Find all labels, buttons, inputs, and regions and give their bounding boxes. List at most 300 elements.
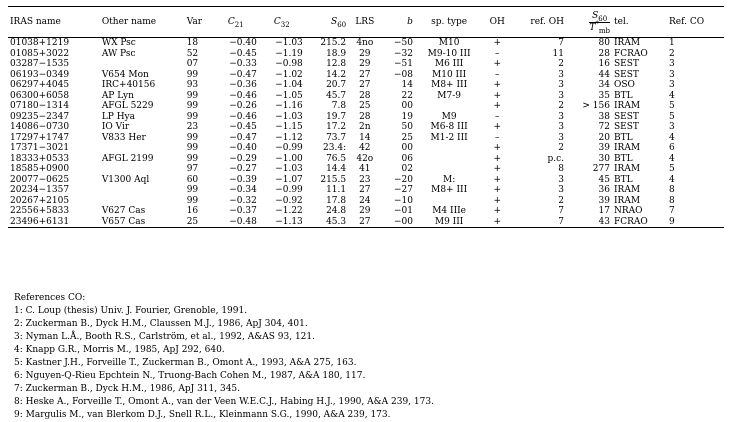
cell-tel: IRAM (613, 101, 641, 112)
cell-c21: −0.33 (229, 59, 257, 70)
cell-c32: −1.12 (275, 132, 303, 143)
cell-oh: + (493, 59, 502, 70)
cell-iras-name: 18585+0900 (10, 164, 70, 175)
cell-s60-over-tmb: 20 (598, 132, 610, 143)
cell-lrs: 2n (359, 122, 371, 133)
cell-ref-oh: 2 (558, 195, 564, 206)
cell-var: 99 (186, 153, 199, 164)
table-row (8, 80, 724, 91)
cell-other-name: AFGL 5229 (101, 101, 154, 112)
cell-var: 99 (186, 90, 199, 101)
cell-oh: + (483, 217, 511, 228)
cell-iras-name: 01085+3022 (10, 48, 70, 59)
cell-lrs: 27 (359, 80, 371, 91)
cell-ref-co: 7 (669, 206, 675, 217)
cell-b: −20 (393, 174, 413, 185)
cell-sp-type: M8+ III (431, 185, 468, 196)
table-row (8, 38, 724, 49)
references-list (14, 305, 434, 422)
cell-s60-over-tmb: 277 (592, 164, 610, 175)
cell-other-name: LP Hya (101, 111, 136, 122)
references-title: References CO: (14, 293, 86, 303)
cell-sp-type: M4 IIIe (432, 206, 467, 217)
cell-s60-over-tmb: 17 (598, 206, 610, 217)
cell-tel: FCRAO (612, 217, 667, 228)
table-row (8, 91, 724, 102)
cell-oh: + (493, 143, 502, 154)
cell-iras-name: 17297+1747 (10, 132, 70, 143)
cell-c21: −0.29 (229, 153, 257, 164)
cell-iras-name: 06297+4045 (10, 80, 70, 91)
cell-iras-name: 20234−1357 (10, 185, 70, 196)
cell-ref-oh: 2 (558, 101, 564, 112)
table-row (8, 49, 724, 60)
cell-iras-name: 07180−1314 (10, 101, 70, 112)
cell-sp-type (415, 101, 483, 112)
reference-item: 6: Nguyen-Q-Rieu Epchtein N., Truong-Bach Cohen M., 1987, A&A 180, 117. (14, 371, 366, 381)
cell-s60-over-tmb: 16 (598, 59, 610, 70)
cell-var: 52 (186, 48, 199, 59)
cell-other-name: IO Vir (101, 122, 130, 133)
table-row (8, 59, 724, 70)
reference-item: 9: Margulis M., van Blerkom D.J., Snell R.L., Kleinmann S.G., 1990, A&A 239, 173. (14, 410, 391, 420)
cell-other-name: AW Psc (101, 48, 136, 59)
cell-sp-type (415, 164, 483, 175)
cell-lrs: 24 (359, 195, 371, 206)
iras-co-table (8, 6, 724, 228)
col-s60-over-tmb (566, 7, 612, 38)
cell-c32: −1.16 (275, 101, 303, 112)
cell-s60-over-tmb: > 156 (582, 101, 610, 112)
cell-s60: 215.2 (320, 38, 347, 49)
cell-ref-co: 3 (669, 59, 675, 70)
cell-other-name: WX Psc (101, 38, 136, 49)
cell-lrs: 14 (359, 132, 371, 143)
col-sp-type: sp. type (415, 7, 483, 38)
cell-oh: – (495, 48, 500, 59)
col-oh: OH (483, 7, 511, 38)
cell-s60: 17.2 (326, 122, 347, 133)
table-row (8, 112, 724, 123)
ratio-fraction: $\frac{S_{60}}{T^*_{mb}}$ (589, 10, 610, 35)
cell-c32: −1.19 (275, 48, 303, 59)
cell-iras-name: 06193−0349 (10, 69, 70, 80)
cell-c21: −0.36 (229, 80, 257, 91)
cell-s60-over-tmb: 38 (598, 111, 610, 122)
table-row (8, 143, 724, 154)
reference-item: 5: Kastner J.H., Forveille T., Zuckerman B., Omont A., 1993, A&A 275, 163. (14, 358, 357, 368)
cell-iras-name: 23496+6131 (8, 217, 100, 228)
cell-sp-type (415, 143, 483, 154)
cell-c21: −0.46 (229, 90, 257, 101)
cell-lrs: 27 (359, 69, 371, 80)
cell-var: 99 (186, 69, 199, 80)
cell-c21: −0.48 (213, 217, 259, 228)
cell-c32: −1.13 (259, 217, 305, 228)
cell-oh: + (493, 174, 502, 185)
cell-tel: BTL (613, 90, 633, 101)
cell-tel: SEST (613, 122, 639, 133)
cell-oh: – (495, 111, 500, 122)
cell-other-name: AFGL 2199 (101, 153, 154, 164)
cell-b: −00 (381, 217, 414, 228)
col-var: Var (185, 7, 213, 38)
cell-s60-over-tmb: 44 (598, 69, 610, 80)
cell-var: 99 (186, 132, 199, 143)
cell-c21: −0.40 (229, 143, 257, 154)
cell-var: 18 (186, 38, 199, 49)
col-ref-co: Ref. CO (667, 7, 724, 38)
cell-sp-type: M: (442, 174, 456, 185)
cell-s60: 11.1 (326, 185, 347, 196)
cell-sp-type: M7-9 (437, 90, 461, 101)
cell-s60: 19.7 (326, 111, 347, 122)
cell-b: −08 (393, 69, 413, 80)
cell-s60-over-tmb: 43 (566, 217, 612, 228)
cell-oh: + (493, 164, 502, 175)
table-row (8, 122, 724, 133)
cell-b: 06 (401, 153, 413, 164)
cell-c21: −0.26 (229, 101, 257, 112)
cell-b: 02 (401, 164, 413, 175)
table-row (8, 185, 724, 196)
cell-iras-name: 20077−0625 (10, 174, 70, 185)
cell-lrs: 29 (359, 48, 371, 59)
references-section (14, 292, 434, 422)
col-other-name: Other name (100, 7, 185, 38)
cell-iras-name: 18333+0533 (10, 153, 70, 164)
cell-ref-co: 8 (669, 195, 675, 206)
cell-s60: 17.8 (326, 195, 347, 206)
cell-c21: −0.47 (229, 69, 257, 80)
cell-lrs: 28 (359, 90, 371, 101)
cell-ref-co: 4 (669, 174, 675, 185)
cell-var: 99 (186, 195, 199, 206)
cell-lrs: 25 (359, 101, 371, 112)
col-lrs: LRS (348, 7, 381, 38)
cell-b: −51 (393, 59, 413, 70)
cell-tel: IRAM (613, 185, 641, 196)
cell-sp-type: M6-8 III (430, 122, 468, 133)
cell-c32: −1.22 (275, 206, 303, 217)
cell-c32: −1.03 (275, 111, 303, 122)
cell-ref-oh: 3 (558, 90, 564, 101)
cell-lrs: 29 (359, 59, 371, 70)
reference-item: 3: Nyman L.Å., Booth R.S., Carlström, et al., 1992, A&AS 93, 121. (14, 332, 315, 342)
cell-sp-type: M9 III (415, 217, 483, 228)
cell-sp-type: M9 (441, 111, 457, 122)
col-ref-oh: ref. OH (511, 7, 566, 38)
cell-tel: SEST (613, 111, 639, 122)
cell-tel: OSO (613, 80, 635, 91)
cell-ref-oh: 2 (558, 143, 564, 154)
cell-var: 99 (186, 101, 199, 112)
cell-s60: 7.8 (331, 101, 347, 112)
cell-s60: 45.7 (326, 90, 347, 101)
col-c32: $C_{32}$ (259, 7, 305, 38)
cell-iras-name: 14086−0730 (10, 122, 70, 133)
cell-ref-oh: 3 (558, 111, 564, 122)
cell-oh: – (495, 69, 500, 80)
cell-s60-over-tmb: 36 (598, 185, 610, 196)
cell-ref-oh: 3 (558, 80, 564, 91)
cell-ref-co: 5 (669, 111, 675, 122)
cell-other-name (100, 185, 185, 196)
cell-c32: −0.99 (275, 185, 303, 196)
cell-var: 99 (186, 143, 199, 154)
cell-iras-name: 09235−2347 (10, 111, 70, 122)
col-iras-name: IRAS name (8, 7, 100, 38)
cell-c32: −1.04 (275, 80, 303, 91)
cell-ref-oh: 11 (552, 48, 564, 59)
cell-oh: + (493, 122, 502, 133)
cell-var: 07 (186, 59, 199, 70)
cell-other-name: V627 Cas (101, 206, 146, 217)
cell-var: 99 (186, 185, 199, 196)
cell-oh: – (495, 132, 500, 143)
cell-tel: IRAM (613, 164, 641, 175)
cell-other-name: AP Lyn (101, 90, 134, 101)
cell-iras-name: 01038+1219 (10, 38, 70, 49)
cell-b: 19 (401, 111, 413, 122)
cell-s60-over-tmb: 80 (598, 38, 610, 49)
cell-iras-name: 03287−1535 (10, 59, 70, 70)
reference-item: 1: C. Loup (thesis) Univ. J. Fourier, Grenoble, 1991. (14, 306, 248, 316)
cell-b: −32 (393, 48, 413, 59)
cell-s60-over-tmb: 35 (598, 90, 610, 101)
cell-c21: −0.40 (229, 38, 257, 49)
cell-ref-co: 4 (669, 153, 675, 164)
cell-tel: IRAM (613, 195, 641, 206)
cell-c32: −1.07 (275, 174, 303, 185)
col-tel: tel. (612, 7, 667, 38)
cell-ref-oh: 3 (558, 69, 564, 80)
cell-ref-co: 2 (669, 48, 675, 59)
cell-s60: 23.4: (323, 143, 347, 154)
cell-oh: + (493, 101, 502, 112)
cell-s60-over-tmb: 39 (598, 195, 610, 206)
cell-s60-over-tmb: 45 (598, 174, 610, 185)
cell-ref-oh: p.c. (547, 153, 564, 164)
cell-s60: 14.4 (326, 164, 347, 175)
cell-ref-co: 3 (669, 122, 675, 133)
cell-c32: −1.03 (275, 164, 303, 175)
cell-c21: −0.32 (229, 195, 257, 206)
cell-other-name (100, 59, 185, 70)
cell-iras-name: 17371−3021 (10, 143, 70, 154)
cell-oh: + (493, 195, 502, 206)
cell-ref-co: 5 (669, 164, 675, 175)
table-row (8, 70, 724, 81)
cell-c32: −1.03 (275, 38, 303, 49)
table-row (8, 175, 724, 186)
cell-ref-oh: 7 (558, 206, 564, 217)
cell-lrs: 27 (348, 217, 381, 228)
reference-item: 4: Knapp G.R., Morris M., 1985, ApJ 292, 640. (14, 345, 225, 355)
cell-s60-over-tmb: 39 (598, 143, 610, 154)
cell-ref-co: 3 (669, 80, 675, 91)
cell-ref-oh: 3 (558, 122, 564, 133)
cell-var: 16 (186, 206, 199, 217)
cell-sp-type: M1-2 III (430, 132, 468, 143)
cell-c32: −0.92 (275, 195, 303, 206)
cell-other-name: V654 Mon (101, 69, 149, 80)
cell-b: −27 (393, 185, 413, 196)
cell-tel: SEST (613, 69, 639, 80)
cell-sp-type (415, 196, 483, 207)
table-body (8, 38, 724, 228)
cell-lrs: 42o (356, 153, 374, 164)
cell-c32: −1.15 (275, 122, 303, 133)
cell-c21: −0.47 (229, 132, 257, 143)
cell-b: 00 (401, 101, 413, 112)
cell-tel: SEST (613, 59, 639, 70)
cell-c21: −0.37 (229, 206, 257, 217)
reference-item: 2: Zuckerman B., Dyck H.M., Claussen M.J., 1986, ApJ 304, 401. (14, 319, 308, 329)
cell-lrs: 42 (359, 143, 371, 154)
cell-s60: 215.5 (320, 174, 347, 185)
cell-iras-name: 22556+5833 (10, 206, 70, 217)
cell-tel: BTL (613, 153, 633, 164)
cell-var: 93 (186, 80, 199, 91)
cell-ref-co: 3 (669, 69, 675, 80)
cell-lrs: 28 (359, 111, 371, 122)
cell-ref-co: 9 (667, 217, 724, 228)
table-row (8, 217, 724, 228)
cell-s60: 76.5 (326, 153, 347, 164)
cell-c21: −0.27 (229, 164, 257, 175)
cell-other-name: V833 Her (101, 132, 146, 143)
cell-c32: −0.99 (275, 143, 303, 154)
cell-lrs: 27 (359, 185, 371, 196)
cell-b: 22 (401, 90, 413, 101)
cell-other-name (100, 143, 185, 154)
col-b: b (381, 7, 414, 38)
cell-ref-co: 1 (669, 38, 675, 49)
cell-b: 50 (401, 122, 413, 133)
table-row (8, 133, 724, 144)
reference-item: 7: Zuckerman B., Dyck H.M., 1986, ApJ 311, 345. (14, 384, 241, 394)
cell-ref-co: 5 (669, 101, 675, 112)
cell-iras-name: 06300+6058 (10, 90, 70, 101)
col-s60: $S_{60}$ (305, 7, 348, 38)
cell-c21: −0.39 (229, 174, 257, 185)
cell-b: 25 (401, 132, 413, 143)
cell-sp-type: M6 III (434, 59, 464, 70)
cell-ref-oh: 3 (558, 174, 564, 185)
cell-oh: + (493, 185, 502, 196)
cell-var: 60 (186, 174, 199, 185)
cell-other-name: V657 Cas (100, 217, 185, 228)
cell-ref-oh: 3 (558, 185, 564, 196)
cell-lrs: 41 (359, 164, 371, 175)
cell-ref-co: 4 (669, 90, 675, 101)
cell-lrs: 23 (359, 174, 371, 185)
cell-lrs: 4no (356, 38, 374, 49)
cell-oh: + (493, 206, 502, 217)
cell-c21: −0.46 (229, 111, 257, 122)
cell-tel: BTL (613, 174, 633, 185)
cell-ref-co: 4 (669, 132, 675, 143)
cell-s60-over-tmb: 72 (598, 122, 610, 133)
cell-ref-oh: 7 (558, 38, 564, 49)
cell-sp-type (415, 154, 483, 165)
cell-var: 99 (186, 111, 199, 122)
cell-var: 97 (186, 164, 199, 175)
cell-b: −01 (393, 206, 413, 217)
cell-ref-oh: 3 (558, 132, 564, 143)
cell-s60-over-tmb: 34 (598, 80, 610, 91)
cell-lrs: 29 (359, 206, 371, 217)
cell-sp-type: M9-10 III (427, 48, 471, 59)
cell-sp-type: M8+ III (431, 80, 468, 91)
cell-s60: 14.2 (326, 69, 347, 80)
cell-sp-type: M10 III (432, 69, 467, 80)
cell-oh: + (493, 153, 502, 164)
cell-c32: −1.02 (275, 69, 303, 80)
cell-var: 25 (185, 217, 213, 228)
cell-ref-co: 8 (669, 185, 675, 196)
cell-oh: + (493, 90, 502, 101)
reference-item: 8: Heske A., Forveille T., Omont A., van der Veen W.E.C.J., Habing H.J., 1990, A&A 239, 173. (14, 397, 434, 407)
table-row (8, 206, 724, 217)
table-header-row (8, 7, 724, 38)
cell-ref-oh: 7 (511, 217, 566, 228)
cell-c32: −0.98 (275, 59, 303, 70)
cell-var: 23 (186, 122, 199, 133)
cell-ref-oh: 8 (558, 164, 564, 175)
cell-tel: IRAM (613, 38, 641, 49)
cell-b: −10 (393, 195, 413, 206)
cell-tel: FCRAO (613, 48, 648, 59)
cell-c32: −1.00 (275, 153, 303, 164)
cell-s60: 73.7 (326, 132, 347, 143)
table-row (8, 164, 724, 175)
cell-oh: + (493, 38, 502, 49)
cell-b: 00 (401, 143, 413, 154)
cell-s60-over-tmb: 28 (598, 48, 610, 59)
cell-tel: BTL (613, 132, 633, 143)
cell-s60-over-tmb: 30 (598, 153, 610, 164)
cell-ref-oh: 2 (558, 59, 564, 70)
cell-s60: 45.3 (305, 217, 348, 228)
cell-s60: 18.9 (326, 48, 347, 59)
cell-tel: NRAO (613, 206, 643, 217)
cell-ref-co: 6 (669, 143, 675, 154)
cell-iras-name: 20267+2105 (10, 195, 70, 206)
cell-c21: −0.45 (229, 48, 257, 59)
cell-c21: −0.34 (229, 185, 257, 196)
cell-tel: IRAM (613, 143, 641, 154)
cell-c21: −0.45 (229, 122, 257, 133)
cell-s60: 12.8 (326, 59, 347, 70)
cell-other-name (100, 164, 185, 175)
cell-other-name: IRC+40156 (101, 80, 156, 91)
cell-b: −50 (393, 38, 413, 49)
cell-other-name (100, 196, 185, 207)
cell-s60: 24.8 (326, 206, 347, 217)
cell-b: 14 (401, 80, 413, 91)
cell-sp-type: M10 (438, 38, 460, 49)
cell-c32: −1.05 (275, 90, 303, 101)
table-row (8, 196, 724, 207)
table-row (8, 101, 724, 112)
table-row (8, 154, 724, 165)
cell-oh: + (493, 80, 502, 91)
col-c21: $C_{21}$ (213, 7, 259, 38)
cell-other-name: V1300 Aql (101, 174, 150, 185)
cell-s60: 20.7 (326, 80, 347, 91)
